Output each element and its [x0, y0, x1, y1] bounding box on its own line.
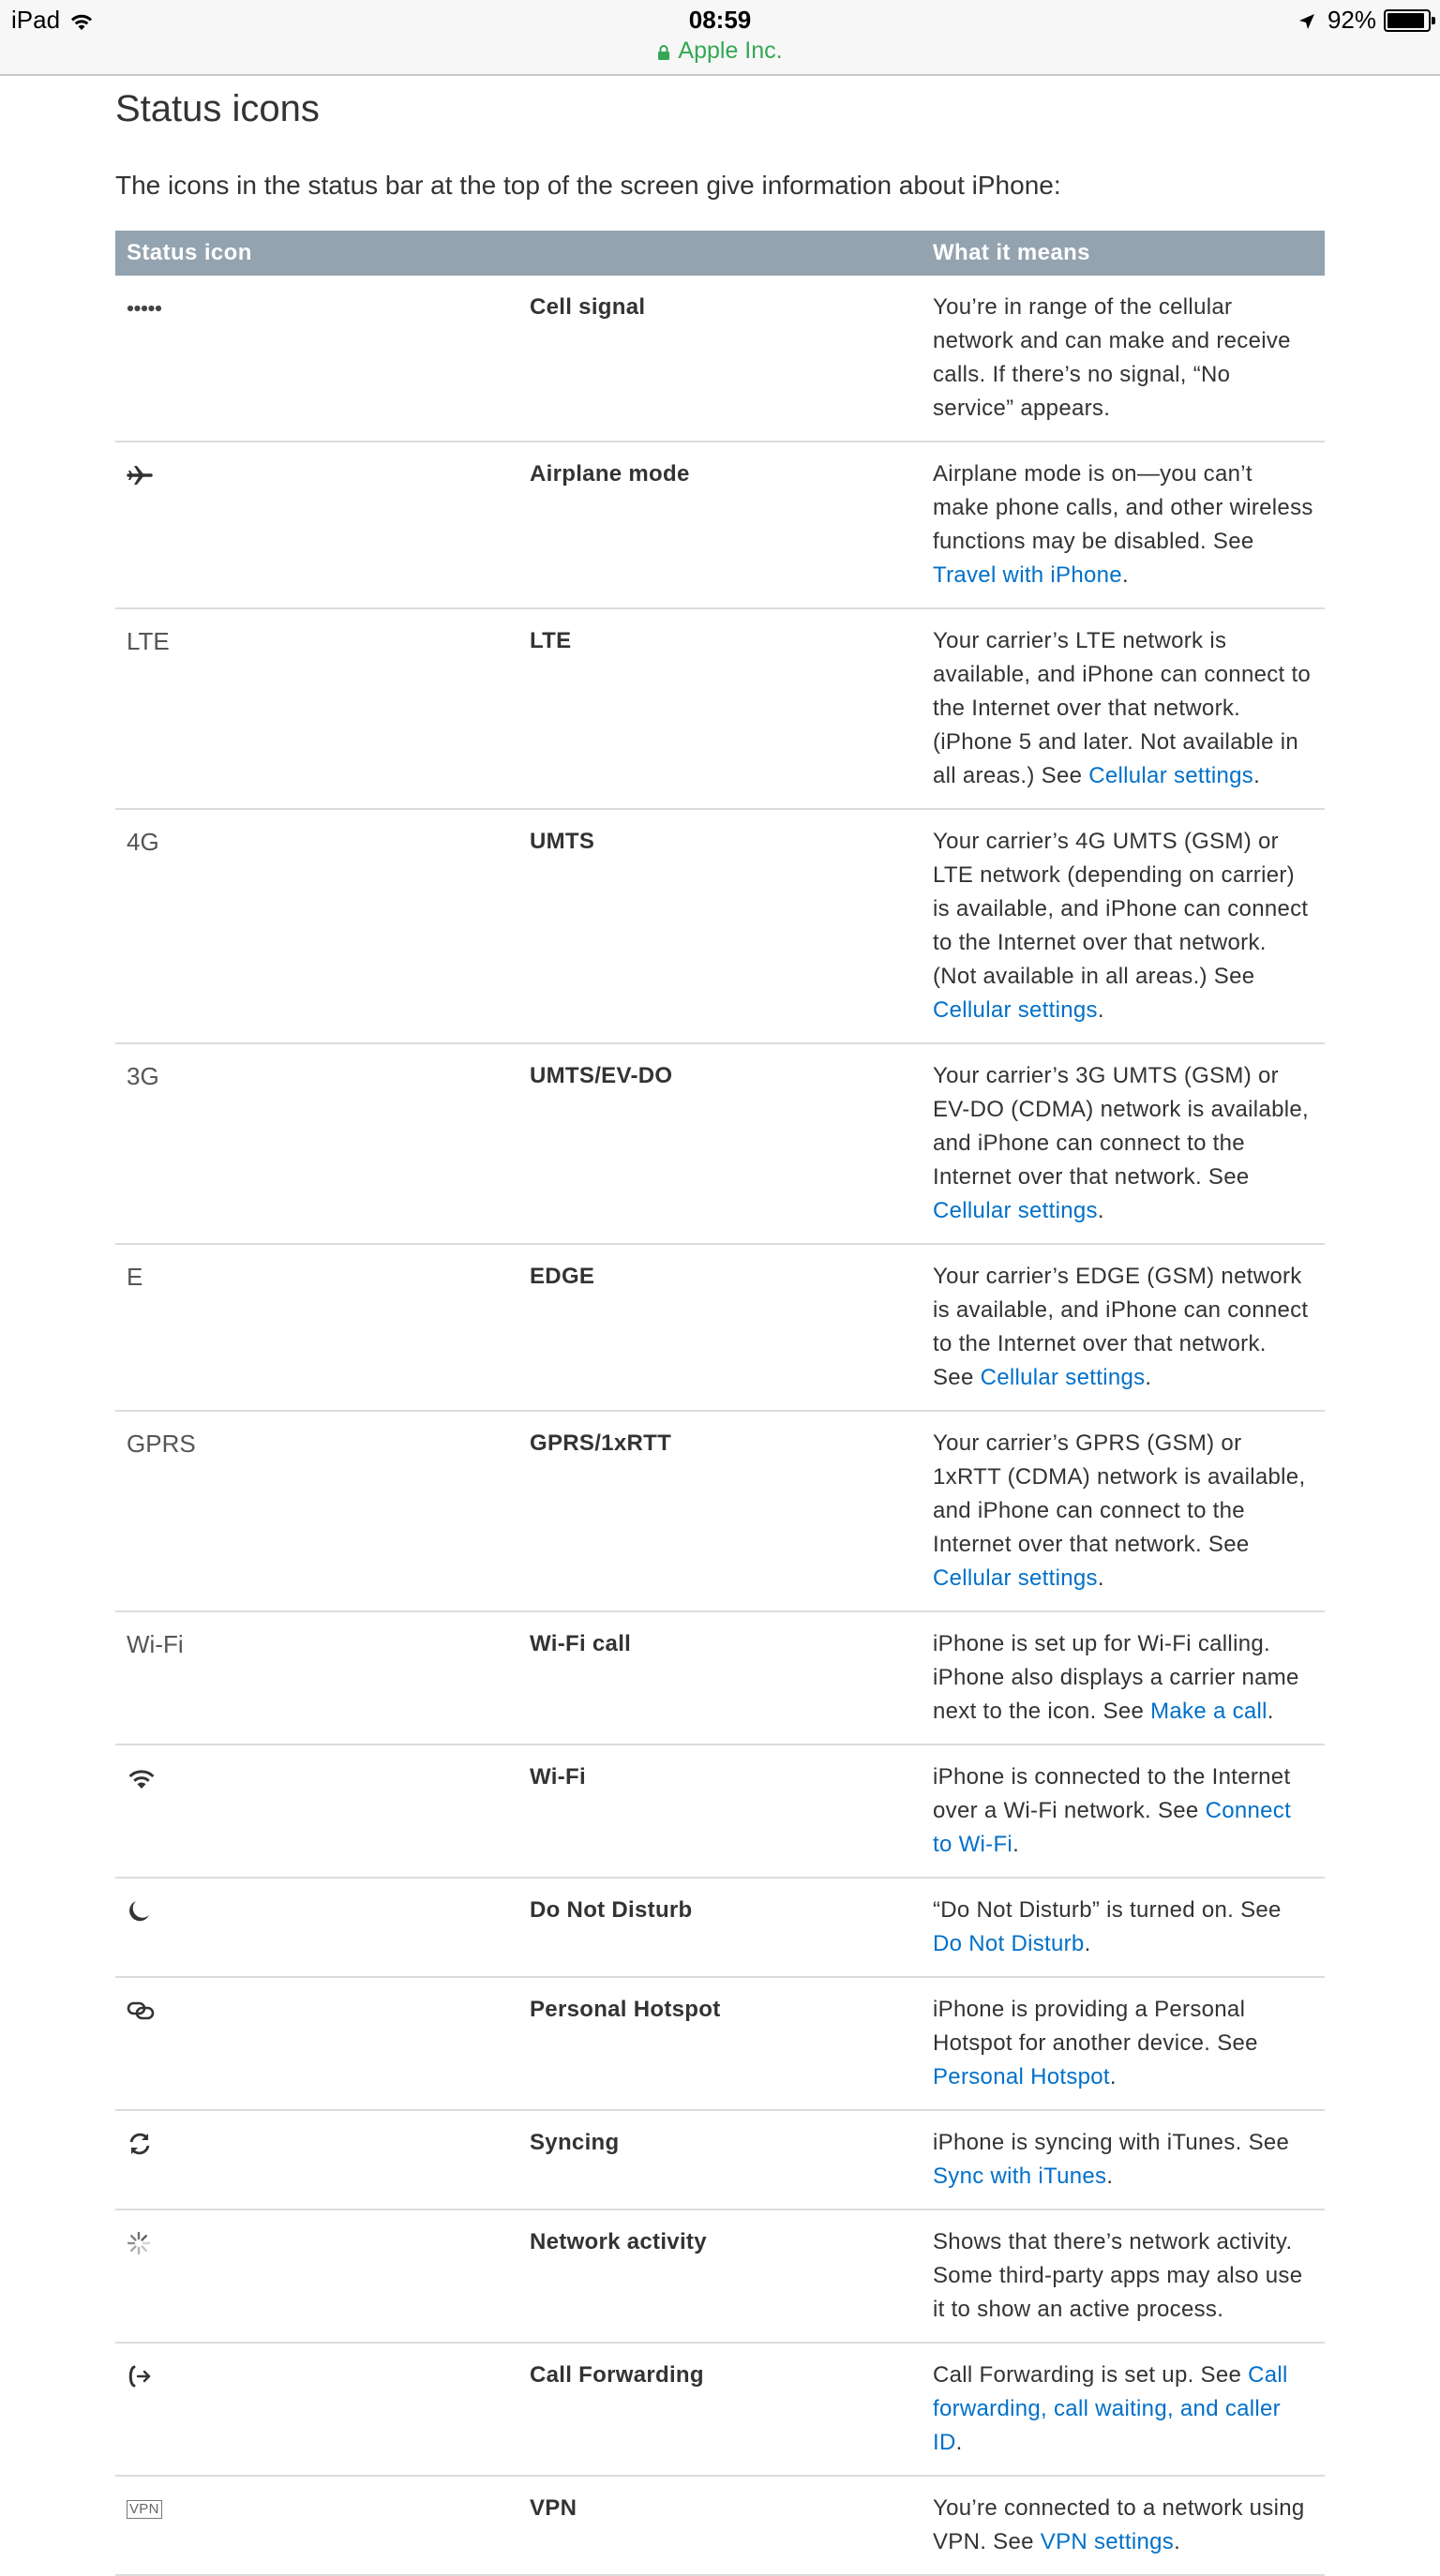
trailing-punctuation: .: [1097, 997, 1104, 1023]
table-row: [115, 608, 1325, 809]
help-link[interactable]: Call forwarding, call waiting, and caller ID: [933, 2362, 1288, 2455]
status-right: [1298, 6, 1431, 35]
icon-glyph-text: LTE: [127, 627, 170, 655]
battery-icon: [1384, 9, 1431, 32]
status-name: Cell signal: [518, 276, 922, 442]
sync-icon: [115, 2110, 518, 2209]
description-text: Shows that there’s network activity. Some third-party apps may also use it to show an active process.: [933, 2229, 1303, 2322]
status-description: [922, 2476, 1325, 2575]
table-row: [115, 1043, 1325, 1244]
trailing-punctuation: .: [955, 2430, 963, 2455]
status-icon-text: [115, 1411, 518, 1611]
description-text: Your carrier’s GPRS (GSM) or 1xRTT (CDMA) network is available, and iPhone can connect to the Internet over that network. See: [933, 1430, 1306, 1557]
status-description: [922, 1043, 1325, 1244]
description-text: iPhone is syncing with iTunes. See: [933, 2130, 1290, 2155]
table-row: [115, 1611, 1325, 1745]
site-name: Apple Inc.: [678, 37, 783, 64]
vpn-icon: [115, 2476, 518, 2575]
help-link[interactable]: Cellular settings: [933, 997, 1098, 1023]
help-link[interactable]: Personal Hotspot: [933, 2064, 1110, 2089]
header-what-it-means: What it means: [922, 231, 1325, 276]
trailing-punctuation: .: [1097, 1565, 1104, 1591]
device-label: iPad: [11, 6, 61, 34]
status-description: [922, 2343, 1325, 2476]
status-description: [922, 1745, 1325, 1878]
hotspot-icon: [115, 1977, 518, 2110]
status-name: Do Not Disturb: [518, 1878, 922, 1977]
description-text: You’re in range of the cellular network and can make and receive calls. If there’s no signal, “No service” appears.: [933, 294, 1291, 421]
status-description: [922, 1611, 1325, 1745]
description-text: Call Forwarding is set up. See: [933, 2362, 1249, 2388]
trailing-punctuation: .: [1084, 1931, 1091, 1956]
status-icon-text: [115, 1244, 518, 1411]
table-row: [115, 442, 1325, 608]
status-name: UMTS: [518, 809, 922, 1043]
wifi-icon: [115, 1745, 518, 1878]
status-name: Wi-Fi: [518, 1745, 922, 1878]
table-row: [115, 2343, 1325, 2476]
status-name: LTE: [518, 608, 922, 809]
table-row: [115, 1244, 1325, 1411]
status-icon-text: [115, 809, 518, 1043]
status-icon-text: [115, 1611, 518, 1745]
help-link[interactable]: Cellular settings: [1088, 763, 1254, 788]
status-name: GPRS/1xRTT: [518, 1411, 922, 1611]
status-description: [922, 276, 1325, 442]
status-description: [922, 1977, 1325, 2110]
status-name: Network activity: [518, 2209, 922, 2343]
description-text: Your carrier’s 3G UMTS (GSM) or EV-DO (CDMA) network is available, and iPhone can connect to the Internet over that network. See: [933, 1063, 1309, 1190]
description-text: iPhone is connected to the Internet over a Wi-Fi network. See: [933, 1764, 1291, 1823]
status-name: UMTS/EV-DO: [518, 1043, 922, 1244]
status-description: [922, 2209, 1325, 2343]
header-status-icon: Status icon: [115, 231, 922, 276]
help-link[interactable]: Connect to Wi-Fi: [933, 1798, 1292, 1857]
status-icon-text: [115, 608, 518, 809]
description-text: iPhone is providing a Personal Hotspot for another device. See: [933, 1997, 1258, 2056]
airplane-icon: [115, 442, 518, 608]
status-name: Wi-Fi call: [518, 1611, 922, 1745]
battery-percentage: 92%: [1327, 6, 1376, 34]
help-link[interactable]: Cellular settings: [980, 1365, 1146, 1390]
help-link[interactable]: Cellular settings: [933, 1198, 1098, 1223]
table-row: [115, 1977, 1325, 2110]
table-row: [115, 2110, 1325, 2209]
icon-glyph-text: GPRS: [127, 1430, 196, 1458]
status-description: [922, 442, 1325, 608]
table-row: [115, 1878, 1325, 1977]
icon-glyph-text: 3G: [127, 1062, 159, 1090]
help-link[interactable]: VPN settings: [1040, 2529, 1175, 2554]
icon-glyph-text: 4G: [127, 828, 159, 856]
status-description: [922, 1244, 1325, 1411]
trailing-punctuation: .: [1174, 2529, 1181, 2554]
status-name: Call Forwarding: [518, 2343, 922, 2476]
cell-signal-icon: [115, 276, 518, 442]
activity-spinner-icon: [115, 2209, 518, 2343]
trailing-punctuation: .: [1012, 1832, 1020, 1857]
table-row: [115, 2209, 1325, 2343]
table-row: [115, 276, 1325, 442]
moon-icon: [115, 1878, 518, 1977]
help-link[interactable]: Make a call: [1150, 1699, 1268, 1724]
help-link[interactable]: Do Not Disturb: [933, 1931, 1085, 1956]
icon-glyph-text: E: [127, 1263, 143, 1291]
status-name: Personal Hotspot: [518, 1977, 922, 2110]
trailing-punctuation: .: [1145, 1365, 1152, 1390]
intro-text: The icons in the status bar at the top of the screen give information about iPhone:: [115, 171, 1061, 200]
table-row: [115, 1411, 1325, 1611]
lock-icon: [657, 38, 670, 66]
status-description: [922, 608, 1325, 809]
table-row: [115, 1745, 1325, 1878]
status-name: VPN: [518, 2476, 922, 2575]
table-row: [115, 809, 1325, 1043]
status-description: [922, 2110, 1325, 2209]
description-text: Your carrier’s EDGE (GSM) network is available, and iPhone can connect to the Internet over that network. See: [933, 1264, 1309, 1390]
help-link[interactable]: Sync with iTunes: [933, 2164, 1107, 2189]
description-text: Your carrier’s LTE network is available, and iPhone can connect to the Internet over that network. (iPhone 5 and later. Not available in all areas.) See: [933, 628, 1312, 788]
description-text: iPhone is set up for Wi-Fi calling. iPhone also displays a carrier name next to the icon. See: [933, 1631, 1299, 1724]
ios-status-bar: [0, 0, 1440, 76]
status-icon-text: [115, 1043, 518, 1244]
trailing-punctuation: .: [1109, 2064, 1117, 2089]
trailing-punctuation: .: [1267, 1699, 1274, 1724]
status-description: [922, 1411, 1325, 1611]
description-text: “Do Not Disturb” is turned on. See: [933, 1897, 1282, 1923]
call-forwarding-icon: [115, 2343, 518, 2476]
clock: 08:59: [688, 6, 752, 34]
table-header-row: [115, 231, 1325, 276]
description-text: Your carrier’s 4G UMTS (GSM) or LTE network (depending on carrier) is available, and iPhone can connect to the Internet over that network. (Not available in all areas.) See: [933, 829, 1309, 989]
description-text: You’re connected to a network using VPN. See: [933, 2495, 1305, 2554]
trailing-punctuation: .: [1097, 1198, 1104, 1223]
trailing-punctuation: .: [1121, 562, 1129, 588]
trailing-punctuation: .: [1253, 763, 1261, 788]
url-bar[interactable]: [0, 37, 1440, 66]
vpn-icon-label: VPN: [127, 2500, 162, 2519]
description-text: Airplane mode is on—you can’t make phone calls, and other wireless functions may be disabled. See: [933, 461, 1313, 554]
trailing-punctuation: .: [1106, 2164, 1114, 2189]
help-link[interactable]: Cellular settings: [933, 1565, 1098, 1591]
status-description: [922, 809, 1325, 1043]
table-row: [115, 2476, 1325, 2575]
status-icons-table: [115, 231, 1325, 2576]
status-name: EDGE: [518, 1244, 922, 1411]
status-name: Airplane mode: [518, 442, 922, 608]
location-arrow-icon: [1298, 6, 1316, 35]
article: [115, 75, 1325, 2576]
help-link[interactable]: Travel with iPhone: [933, 562, 1122, 588]
icon-glyph-text: Wi-Fi: [127, 1630, 184, 1658]
page-title: Status icons: [115, 88, 320, 129]
status-name: Syncing: [518, 2110, 922, 2209]
status-description: [922, 1878, 1325, 1977]
